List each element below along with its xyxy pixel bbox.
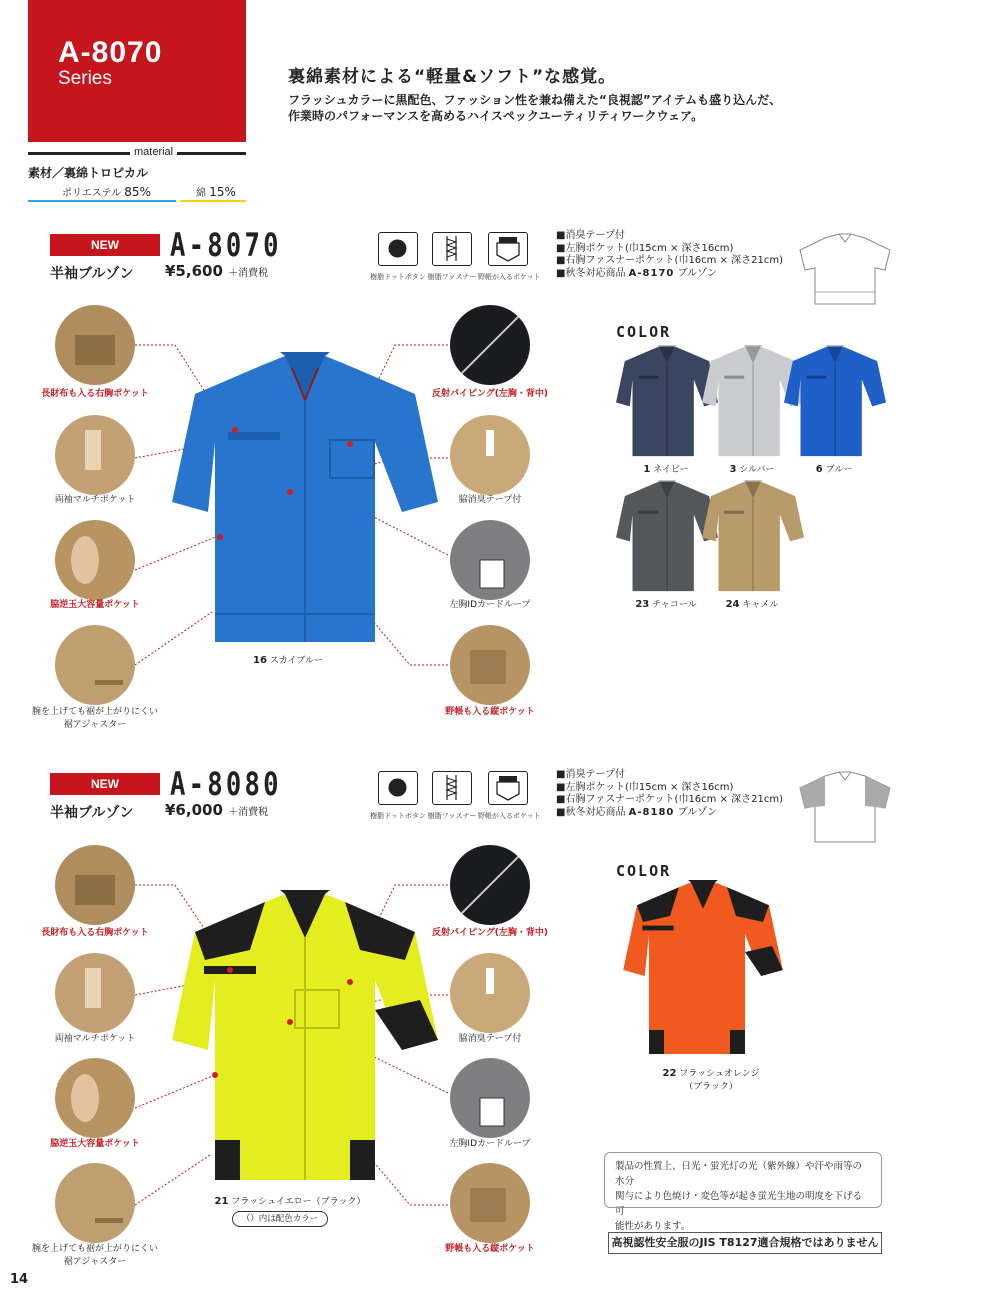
series-subtitle: Series — [58, 68, 112, 89]
material-label: material — [130, 146, 177, 158]
color-caption: 3 シルバー — [729, 464, 775, 475]
detail-caption: 腕を上げても裾が上がりにくい 裾アジャスター — [31, 1244, 158, 1267]
feature-caption: 樹脂ファスナー — [427, 273, 477, 281]
material-cotton: 綿 15% — [180, 184, 246, 202]
detail-photo-reflective-piping — [450, 305, 530, 385]
detail-caption: 野帳も入る縦ポケット — [445, 1244, 535, 1254]
feature-caption: 野帳が入るポケット — [478, 812, 541, 820]
page-number: 14 — [10, 1272, 29, 1287]
detail-caption: 脇消臭テープ付 — [458, 495, 522, 505]
fade-notice: 製品の性質上、日光・蛍光灯の光（紫外線）や汗や雨等の水分 関与により色焼け・変色等が起き蛍光生地の明度を下げる可 能性があります。 — [604, 1152, 882, 1208]
detail-photo-vertical-pocket — [450, 625, 530, 705]
detail-photo-side-pocket — [55, 1058, 135, 1138]
detail-caption: 腕を上げても裾が上がりにくい 裾アジャスター — [31, 707, 158, 730]
feature-caption: 野帳が入るポケット — [478, 273, 541, 281]
pocket-notebook-icon — [488, 232, 528, 266]
dot-button-icon — [378, 771, 418, 805]
main-jacket-image — [170, 890, 440, 1194]
headline: 裏綿素材による“軽量&ソフト”な感覚。 — [288, 67, 617, 87]
series-title-block — [28, 0, 246, 142]
detail-caption: 脇消臭テープ付 — [458, 1034, 522, 1044]
zipper-icon — [432, 232, 472, 266]
model-number: A-8070 — [170, 226, 282, 264]
detail-photo-sleeve-pocket — [55, 415, 135, 495]
detail-caption: 野帳も入る縦ポケット — [445, 707, 535, 717]
dot-button-icon — [378, 232, 418, 266]
detail-caption: 脇逆玉大容量ポケット — [50, 1139, 140, 1149]
main-color-caption: 16 スカイブルー — [253, 655, 323, 666]
detail-caption: 反射パイピング(左胸・背中) — [431, 389, 549, 399]
detail-photo-side-pocket — [55, 520, 135, 600]
color-caption: 1 ネイビー — [643, 464, 689, 475]
color-caption: 24 キャメル — [725, 599, 779, 610]
detail-photo-reflective-piping — [450, 845, 530, 925]
color-swatch-jacket — [618, 880, 788, 1064]
color-swatch-jacket — [780, 345, 890, 464]
detail-photo-deodorant-tape — [450, 953, 530, 1033]
detail-photo-id-loop — [450, 1058, 530, 1138]
detail-caption: 長財布も入る右胸ポケット — [41, 389, 149, 399]
back-view-sketch — [795, 232, 895, 316]
series-name: A-8070 — [58, 36, 163, 69]
feature-caption: 樹脂ドットボタン — [370, 273, 426, 281]
color-caption: 6 ブルー — [815, 464, 853, 475]
back-view-sketch — [795, 770, 895, 854]
detail-photo-wallet-pocket — [55, 845, 135, 925]
detail-photo-hem-adjuster — [55, 625, 135, 705]
detail-photo-sleeve-pocket — [55, 953, 135, 1033]
feature-caption: 樹脂ファスナー — [427, 812, 477, 820]
price: ¥5,600 ＋消費税 — [165, 262, 269, 280]
color-heading: COLOR — [616, 862, 672, 880]
feature-caption: 樹脂ドットボタン — [370, 812, 426, 820]
color-caption: 22 フラッシュオレンジ （ブラック） — [662, 1068, 760, 1092]
material-polyester: ポリエステル 85% — [28, 184, 176, 202]
model-number: A-8080 — [170, 765, 282, 803]
product-type: 半袖ブルゾン — [50, 805, 134, 821]
subline: フラッシュカラーに黒配色、ファッション性を兼ね備えた“良視認”アイテムも盛り込んだ、 作業時のパフォーマンスを高めるハイスペックユーティリティワークウェア。 — [288, 93, 782, 123]
material-title: 素材／裏綿トロピカル — [28, 166, 149, 180]
detail-caption: 脇逆玉大容量ポケット — [50, 600, 140, 610]
new-badge: NEW — [50, 773, 160, 795]
color-caption: 23 チャコール — [635, 599, 697, 610]
combination-color-note: （）内は配色カラー — [232, 1211, 328, 1227]
detail-photo-id-loop — [450, 520, 530, 600]
detail-caption: 長財布も入る右胸ポケット — [41, 928, 149, 938]
detail-caption: 両袖マルチポケット — [54, 495, 136, 505]
detail-caption: 反射パイピング(左胸・背中) — [431, 928, 549, 938]
pocket-notebook-icon — [488, 771, 528, 805]
detail-photo-vertical-pocket — [450, 1163, 530, 1243]
detail-photo-wallet-pocket — [55, 305, 135, 385]
product-type: 半袖ブルゾン — [50, 266, 134, 282]
detail-photo-hem-adjuster — [55, 1163, 135, 1243]
detail-caption: 左胸IDカードループ — [449, 1139, 531, 1149]
jis-warning: 高視認性安全服のJIS T8127適合規格ではありません — [608, 1232, 882, 1254]
price: ¥6,000 ＋消費税 — [165, 801, 269, 819]
zipper-icon — [432, 771, 472, 805]
new-badge: NEW — [50, 234, 160, 256]
detail-caption: 左胸IDカードループ — [449, 600, 531, 610]
main-color-caption: 21 フラッシュイエロー（ブラック） — [214, 1196, 366, 1207]
detail-photo-deodorant-tape — [450, 415, 530, 495]
spec-bullets: ■消臭テープ付 ■左胸ポケット(巾15cm × 深さ16cm) ■右胸ファスナーポケット(巾16cm × 深さ21cm) ■秋冬対応商品 A-8170 ブルゾン — [556, 230, 784, 279]
color-swatch-jacket — [698, 480, 808, 599]
detail-caption: 両袖マルチポケット — [54, 1034, 136, 1044]
main-jacket-image — [170, 352, 440, 656]
color-heading: COLOR — [616, 323, 672, 341]
spec-bullets: ■消臭テープ付 ■左胸ポケット(巾15cm × 深さ16cm) ■右胸ファスナーポケット(巾16cm × 深さ21cm) ■秋冬対応商品 A-8180 ブルゾン — [556, 769, 784, 818]
